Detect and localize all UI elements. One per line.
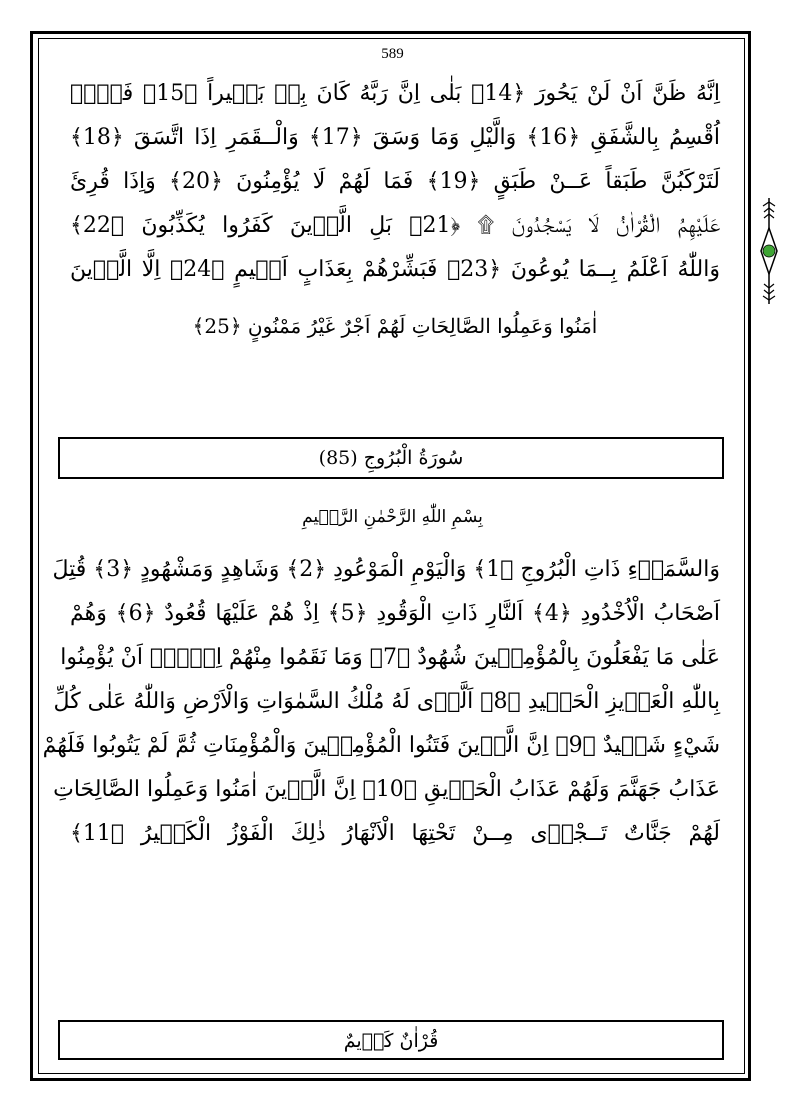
basmala: بِسْمِ اللّٰهِ الرَّحْمٰنِ الرَّحٖيمِ <box>302 507 483 527</box>
verse-line: اَصْحَابُ الْاُخْدُودِ ﴿4﴾ اَلنَّارِ ذَاتِ الْوَقُودِ ﴿5﴾ اِذْ هُمْ عَلَيْهَا قُعُودٌ ﴿6﴾ وَهُمْ <box>70 601 720 626</box>
next-surah-text: قُرْاٰنٌ كَرٖيمٌ <box>343 1030 439 1052</box>
verse-line-last: اٰمَنُوا وَعَمِلُوا الصَّالِحَاتِ لَهُمْ اَجْرٌ غَيْرُ مَمْنُونٍ ﴿25﴾ <box>192 314 598 338</box>
verse-line: بِاللّٰهِ الْعَزٖيزِ الْحَمٖيدِ ﴿8﴾ اَلَّذٖى لَهُ مُلْكُ السَّمٰوَاتِ وَالْاَرْضِ وَاللّٰهُ عَلٰى كُلِّ <box>53 689 720 714</box>
verse-line: شَيْءٍ شَهٖيدٌ ﴿9﴾ اِنَّ الَّذٖينَ فَتَنُوا الْمُؤْمِنٖينَ وَالْمُؤْمِنَاتِ ثُمَّ لَمْ يَتُوبُوا فَلَهُمْ <box>42 733 720 758</box>
verses-block-1 <box>70 72 720 348</box>
verses-block-2 <box>42 548 720 856</box>
margin-ornament-icon <box>757 196 781 306</box>
verse-line: اِنَّهُ ظَنَّ اَنْ لَنْ يَحُورَ ﴿14﴾ بَلٰى اِنَّ رَبَّهُ كَانَ بِهٖ بَصٖيراً ﴿15﴾ فَلَاۤ <box>70 81 721 106</box>
verse-line: وَالسَّمَاۤءِ ذَاتِ الْبُرُوجِ ﴿1﴾ وَالْيَوْمِ الْمَوْعُودِ ﴿2﴾ وَشَاهِدٍ وَمَشْهُودٍ ﴿3﴾ قُتِلَ <box>52 557 720 582</box>
surah-title: سُورَةُ الْبُرُوجِ (85) <box>318 447 464 469</box>
verse-line: لَتَرْكَبُنَّ طَبَقاً عَــنْ طَبَقٍ ﴿19﴾ فَمَا لَهُمْ لَا يُؤْمِنُونَ ﴿20﴾ وَاِذَا قُرِئَ <box>70 169 720 194</box>
verse-line: وَاللّٰهُ اَعْلَمُ بِــمَا يُوعُونَ ﴿23﴾ فَبَشِّرْهُمْ بِعَذَابٍ اَلٖيمٍ ﴿24﴾ اِلَّا الَّذٖينَ <box>70 257 720 282</box>
verse-line: عَلٰى مَا يَفْعَلُونَ بِالْمُؤْمِنٖينَ شُهُودٌ ﴿7﴾ وَمَا نَقَمُوا مِنْهُمْ اِلَّاۤ اَنْ يُؤْمِنُوا <box>60 645 720 670</box>
page-number: 589 <box>381 46 404 62</box>
next-surah-box <box>58 1020 724 1060</box>
verse-line: اُقْسِمُ بِالشَّفَقِ ﴿16﴾ وَالَّيْلِ وَمَا وَسَقَ ﴿17﴾ وَالْــقَمَرِ اِذَا اتَّسَقَ ﴿18﴾ <box>70 125 720 150</box>
verse-line: لَهُمْ جَنَّاتٌ تَــجْرٖى مِــنْ تَحْتِهَا الْاَنْهَارُ ذٰلِكَ الْفَوْزُ الْكَبٖيرُ ﴿11﴾ <box>70 821 720 846</box>
verse-line: عَلَيْهِمُ الْقُرْاٰنُ لَا يَسْجُدُونَ ۩ ﴿21﴾ بَلِ الَّذٖينَ كَفَرُوا يُكَذِّبُونَ ﴿22﴾ <box>70 213 720 238</box>
surah-title-box <box>58 437 724 479</box>
verse-line: عَذَابُ جَهَنَّمَ وَلَهُمْ عَذَابُ الْحَرٖيقِ ﴿10﴾ اِنَّ الَّذٖينَ اٰمَنُوا وَعَمِلُوا الصَّالِحَاتِ <box>53 777 720 802</box>
